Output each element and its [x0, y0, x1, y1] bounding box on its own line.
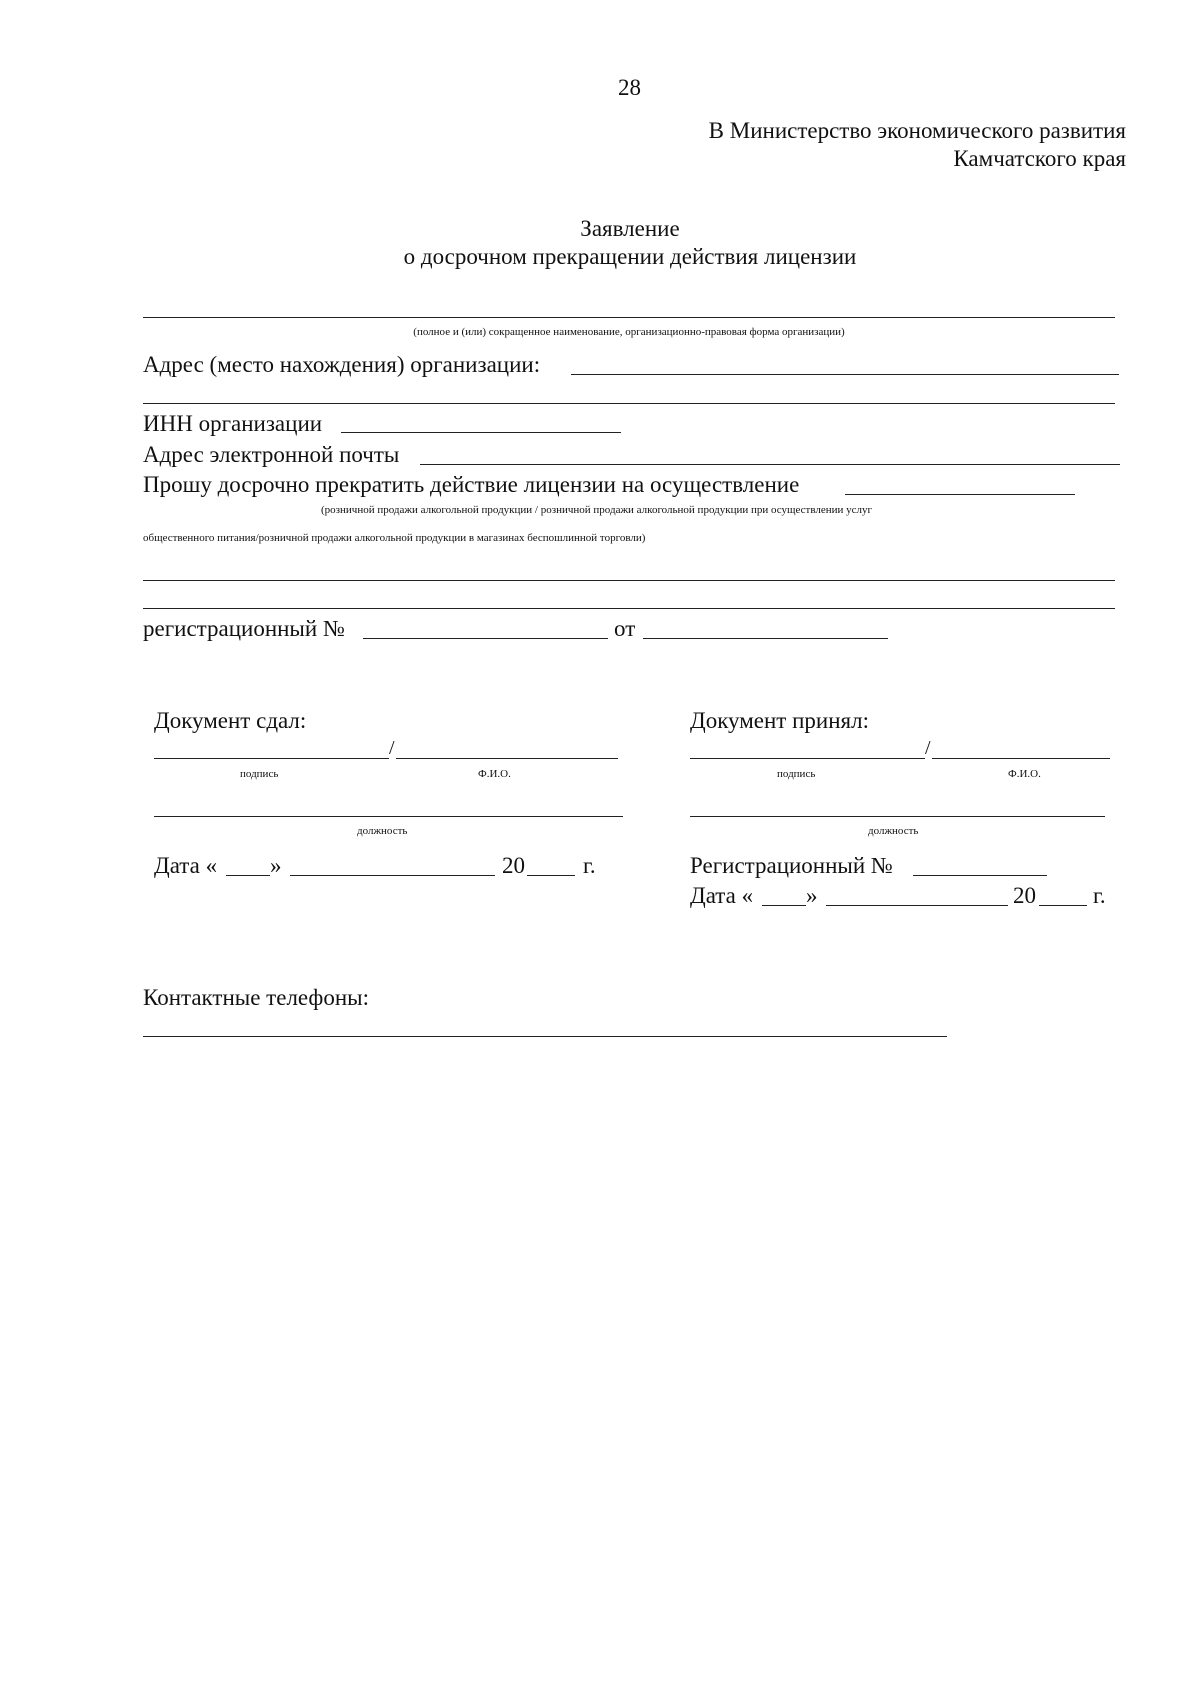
submitted-date-close: »: [270, 853, 282, 878]
accepted-slash: /: [925, 737, 931, 759]
inn-label: ИНН организации: [143, 411, 323, 436]
submitted-year-prefix: 20: [502, 853, 525, 878]
submitted-heading: Документ сдал:: [154, 708, 307, 733]
activity-input-line[interactable]: [845, 494, 1075, 495]
accepted-signature-line[interactable]: [690, 758, 925, 759]
accepted-position-hint: должность: [868, 825, 919, 837]
accepted-heading: Документ принял:: [690, 708, 869, 733]
email-input-line[interactable]: [420, 464, 1120, 465]
accepted-position-line[interactable]: [690, 816, 1105, 817]
accepted-reg-number-label: Регистрационный №: [690, 853, 893, 878]
submitted-position-line[interactable]: [154, 816, 623, 817]
accepted-year-line[interactable]: [1039, 905, 1087, 906]
document-subtitle: о досрочном прекращении действия лицензии: [403, 244, 857, 269]
submitted-year-line[interactable]: [527, 875, 575, 876]
addressee-line-2: Камчатского края: [953, 146, 1126, 171]
request-label: Прошу досрочно прекратить действие лицензии на осуществление: [143, 472, 800, 497]
submitted-month-line[interactable]: [290, 875, 495, 876]
org-name-hint: (полное и (или) сокращенное наименование, организационно-правовая форма организации): [413, 326, 845, 338]
accepted-signature-hint: подпись: [777, 768, 816, 780]
accepted-month-line[interactable]: [826, 905, 1008, 906]
address-input-line-2[interactable]: [143, 403, 1115, 404]
reg-number-label: регистрационный №: [143, 616, 345, 641]
accepted-year-suffix: г.: [1093, 883, 1106, 908]
submitted-date-prefix: Дата «: [154, 853, 218, 878]
accepted-fio-hint: Ф.И.О.: [1008, 768, 1041, 780]
addressee-line-1: В Министерство экономического развития: [708, 118, 1126, 143]
activity-input-line-3[interactable]: [143, 608, 1115, 609]
accepted-year-prefix: 20: [1013, 883, 1036, 908]
activity-hint-line-2: общественного питания/розничной продажи алкогольной продукции в магазинах беспошлинной торговли): [143, 532, 646, 544]
reg-from-label: от: [614, 616, 636, 641]
submitted-year-suffix: г.: [583, 853, 596, 878]
activity-input-line-2[interactable]: [143, 580, 1115, 581]
inn-input-line[interactable]: [341, 432, 621, 433]
email-label: Адрес электронной почты: [143, 442, 400, 467]
page-number: 28: [618, 75, 641, 100]
submitted-signature-line[interactable]: [154, 758, 389, 759]
address-label: Адрес (место нахождения) организации:: [143, 352, 541, 377]
reg-number-input-line[interactable]: [363, 638, 608, 639]
accepted-date-prefix: Дата «: [690, 883, 754, 908]
address-input-line[interactable]: [571, 374, 1119, 375]
org-name-line: [143, 317, 1115, 318]
contacts-input-line[interactable]: [143, 1036, 947, 1037]
submitted-day-line[interactable]: [226, 875, 270, 876]
accepted-reg-number-line[interactable]: [913, 875, 1047, 876]
accepted-fio-line[interactable]: [932, 758, 1110, 759]
contacts-label: Контактные телефоны:: [143, 985, 369, 1010]
activity-hint-line-1: (розничной продажи алкогольной продукции / розничной продажи алкогольной продукции при осуществлении услуг: [321, 504, 873, 516]
submitted-position-hint: должность: [357, 825, 408, 837]
accepted-day-line[interactable]: [762, 905, 806, 906]
document-title: Заявление: [580, 216, 680, 241]
reg-date-input-line[interactable]: [643, 638, 888, 639]
submitted-fio-hint: Ф.И.О.: [478, 768, 511, 780]
submitted-fio-line[interactable]: [396, 758, 618, 759]
submitted-signature-hint: подпись: [240, 768, 279, 780]
accepted-date-close: »: [806, 883, 818, 908]
submitted-slash: /: [389, 737, 395, 759]
